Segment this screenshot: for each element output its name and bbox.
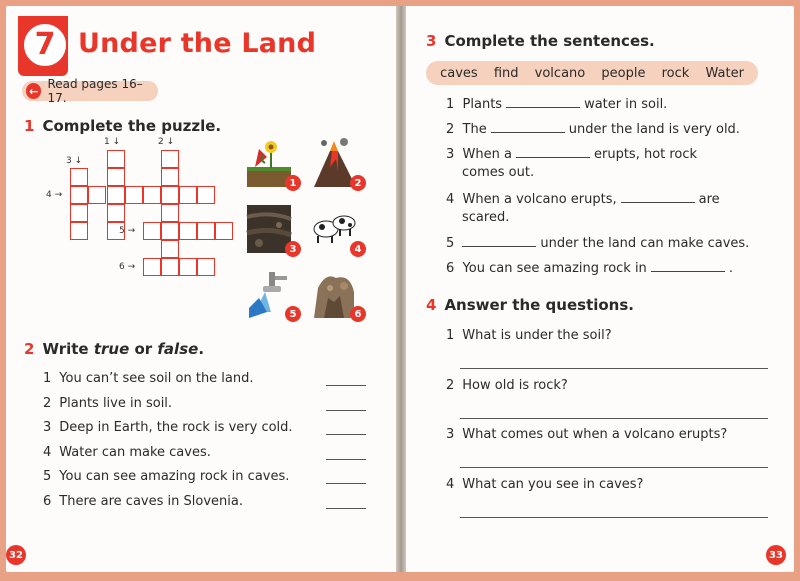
word-bank-word: find bbox=[493, 65, 519, 81]
answer-blank[interactable] bbox=[651, 260, 725, 272]
crossword-cell[interactable] bbox=[143, 258, 161, 276]
word-bank-word: caves bbox=[440, 65, 478, 81]
answer-blank[interactable] bbox=[462, 235, 536, 247]
answer-line[interactable] bbox=[460, 467, 768, 468]
crossword-cell[interactable] bbox=[197, 258, 215, 276]
crossword-cell[interactable] bbox=[107, 204, 125, 222]
true-false-item: 4 Water can make caves. bbox=[43, 444, 211, 460]
puzzle-picture bbox=[310, 137, 362, 189]
crossword-cell[interactable] bbox=[70, 186, 88, 204]
sentence-1: 1 Plants water in soil. bbox=[446, 97, 668, 112]
crossword-cell[interactable] bbox=[125, 186, 143, 204]
answer-line[interactable] bbox=[460, 418, 768, 419]
puzzle-picture bbox=[310, 203, 362, 255]
crossword-cell[interactable] bbox=[197, 186, 215, 204]
true-false-item: 1 You can’t see soil on the land. bbox=[43, 371, 254, 386]
answer-blank[interactable] bbox=[621, 191, 695, 203]
crossword-clue-number: 4 → bbox=[46, 190, 63, 200]
exercise-4-number: 4 bbox=[426, 296, 437, 314]
crossword-cell[interactable] bbox=[143, 186, 161, 204]
page-number-right: 33 bbox=[766, 545, 786, 565]
answer-line[interactable] bbox=[326, 508, 366, 509]
sentence-4: 4 When a volcano erupts, are bbox=[446, 192, 720, 207]
book-gutter bbox=[396, 6, 406, 572]
exercise-1-title bbox=[24, 117, 221, 135]
crossword-cell[interactable] bbox=[161, 150, 179, 168]
answer-line[interactable] bbox=[326, 385, 366, 386]
crossword-cell[interactable] bbox=[215, 222, 233, 240]
crossword-cell[interactable] bbox=[161, 186, 179, 204]
answer-blank[interactable] bbox=[516, 146, 590, 158]
puzzle-picture bbox=[245, 203, 297, 255]
true-false-item: 5 You can see amazing rock in caves. bbox=[43, 469, 290, 485]
crossword-cell[interactable] bbox=[88, 186, 106, 204]
crossword-cell[interactable] bbox=[179, 186, 197, 204]
question-item: 4 What can you see in caves? bbox=[446, 476, 644, 492]
answer-line[interactable] bbox=[460, 517, 768, 518]
sentence-2: 2 The under the land is very old. bbox=[446, 122, 740, 137]
crossword-cell[interactable] bbox=[107, 150, 125, 168]
answer-blank[interactable] bbox=[491, 121, 565, 133]
exercise-2-true: true bbox=[93, 340, 130, 358]
answer-line[interactable] bbox=[326, 434, 366, 435]
page-number-left: 32 bbox=[6, 545, 26, 565]
puzzle-picture bbox=[310, 268, 362, 320]
unit-number-circle bbox=[24, 24, 66, 66]
answer-line[interactable] bbox=[326, 459, 366, 460]
exercise-2-text-pre: Write bbox=[42, 340, 94, 358]
word-bank-word: rock bbox=[661, 65, 690, 81]
unit-title: Under the Land bbox=[78, 28, 317, 59]
crossword-cell[interactable] bbox=[161, 168, 179, 186]
exercise-2-text-end: . bbox=[198, 340, 205, 358]
crossword-cell[interactable] bbox=[107, 168, 125, 186]
question-item: 3 What comes out when a volcano erupts? bbox=[446, 427, 728, 442]
crossword-cell[interactable] bbox=[70, 204, 88, 222]
exercise-2-false: false bbox=[157, 340, 199, 358]
picture-number-badge: 6 bbox=[350, 306, 366, 322]
crossword-cell[interactable] bbox=[70, 168, 88, 186]
crossword-cell[interactable] bbox=[161, 240, 179, 258]
question-item: 2 How old is rock? bbox=[446, 377, 568, 393]
crossword-cell[interactable] bbox=[197, 222, 215, 240]
word-bank-word: Water bbox=[705, 65, 744, 81]
puzzle-picture bbox=[245, 268, 297, 320]
question-item: 1 What is under the soil? bbox=[446, 328, 612, 343]
exercise-1-number: 1 bbox=[24, 117, 35, 135]
crossword-clue-number: 3 ↓ bbox=[66, 156, 83, 166]
crossword-cell[interactable] bbox=[70, 222, 88, 240]
exercise-3-title bbox=[426, 32, 655, 50]
crossword-cell[interactable] bbox=[161, 258, 179, 276]
read-pages-text: Read pages 16–17. bbox=[47, 77, 143, 105]
unit-number: 7 bbox=[34, 27, 56, 62]
crossword-cell[interactable] bbox=[107, 186, 125, 204]
crossword-clue-number: 6 → bbox=[119, 262, 136, 272]
read-pages-pill bbox=[22, 77, 158, 105]
crossword-clue-number: 1 ↓ bbox=[104, 137, 121, 147]
crossword-cell[interactable] bbox=[179, 258, 197, 276]
arrow-left-icon: ← bbox=[26, 83, 41, 99]
answer-line[interactable] bbox=[326, 483, 366, 484]
picture-number-badge: 4 bbox=[350, 241, 366, 257]
sentence-3-continued: comes out. bbox=[462, 165, 535, 180]
exercise-3-number: 3 bbox=[426, 32, 437, 50]
answer-blank[interactable] bbox=[506, 96, 580, 108]
word-bank bbox=[426, 61, 758, 85]
crossword-cell[interactable] bbox=[179, 222, 197, 240]
exercise-3-text: Complete the sentences. bbox=[444, 32, 655, 50]
exercise-1-text: Complete the puzzle. bbox=[42, 117, 222, 135]
sentence-3: 3 When a erupts, hot rock bbox=[446, 147, 698, 162]
crossword-cell[interactable] bbox=[161, 204, 179, 222]
exercise-4-text: Answer the questions. bbox=[444, 296, 634, 314]
sentence-5: 5 under the land can make caves. bbox=[446, 236, 750, 251]
crossword-clue-number: 5 → bbox=[119, 226, 136, 236]
answer-line[interactable] bbox=[460, 368, 768, 369]
true-false-item: 3 Deep in Earth, the rock is very cold. bbox=[43, 420, 293, 436]
puzzle-picture bbox=[245, 137, 297, 189]
true-false-item: 6 There are caves in Slovenia. bbox=[43, 494, 243, 509]
word-bank-word: people bbox=[601, 65, 646, 81]
crossword-cell[interactable] bbox=[161, 222, 179, 240]
crossword-clue-number: 2 ↓ bbox=[158, 137, 175, 147]
exercise-2-number: 2 bbox=[24, 340, 35, 358]
picture-number-badge: 5 bbox=[285, 306, 301, 322]
picture-number-badge: 3 bbox=[285, 241, 301, 257]
true-false-item: 2 Plants live in soil. bbox=[43, 395, 173, 411]
exercise-2-title bbox=[24, 340, 204, 358]
picture-number-badge: 1 bbox=[285, 175, 301, 191]
exercise-2-text-mid: or bbox=[129, 340, 158, 358]
word-bank-word: volcano bbox=[534, 65, 586, 81]
crossword-cell[interactable] bbox=[143, 222, 161, 240]
answer-line[interactable] bbox=[326, 410, 366, 411]
picture-number-badge: 2 bbox=[350, 175, 366, 191]
sentence-6: 6 You can see amazing rock in . bbox=[446, 261, 733, 276]
sentence-4-continued: scared. bbox=[462, 210, 510, 225]
exercise-4-title bbox=[426, 296, 634, 314]
